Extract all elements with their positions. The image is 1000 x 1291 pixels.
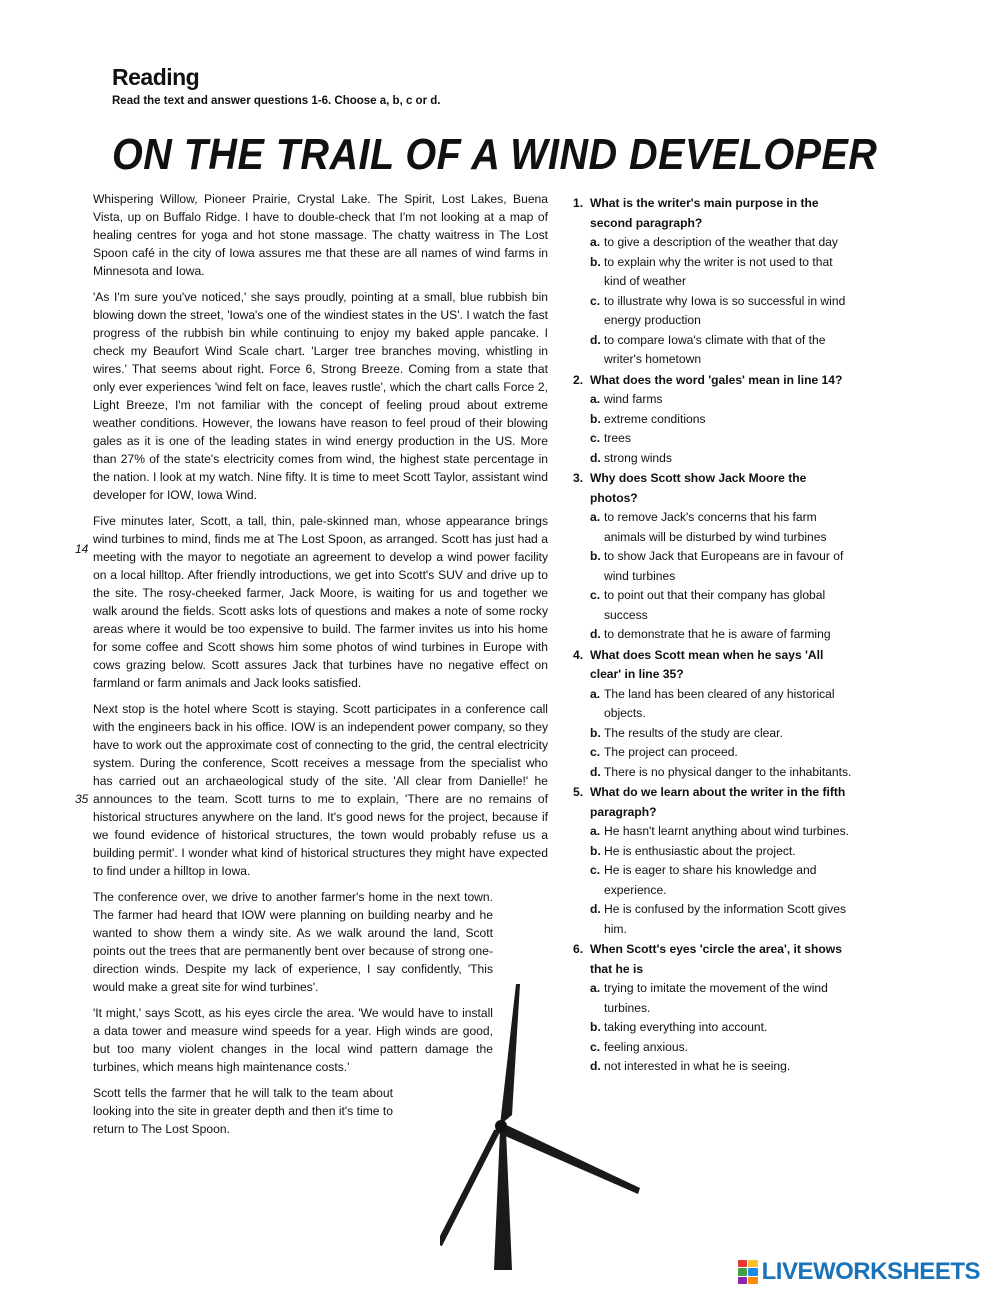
- question-stem: What does the word 'gales' mean in line 14?: [590, 372, 843, 387]
- section-title: Reading: [112, 64, 200, 90]
- question-number: 2.: [573, 372, 584, 387]
- wind-turbine-illustration: [440, 970, 650, 1270]
- option-a[interactable]: a. He hasn't learnt anything about wind turbines.: [590, 824, 850, 838]
- option-b[interactable]: b. extreme conditions: [590, 411, 706, 426]
- liveworksheets-logo-icon: [738, 1260, 758, 1284]
- paragraph-6: 'It might,' says Scott, as his eyes circle the area. 'We would have to install a data tower and measure wind speeds for a year. High winds are good, but too many violent changes in the local wind pattern damage the turbines, which means high maintenance costs.': [93, 1006, 493, 1074]
- question-stem: Why does Scott show Jack Moore the photos?: [590, 471, 807, 505]
- option-b[interactable]: b. The results of the study are clear.: [590, 725, 783, 740]
- paragraph-2: [75, 288, 548, 556]
- option-a[interactable]: a. trying to imitate the movement of the wind turbines.: [590, 981, 828, 1015]
- paragraph-4-text: Next stop is the hotel where Scott is staying. Scott participates in a conference call with the engineers back in his office. IOW is an independent power company, so they have to work out the approximate cost of connecting to the grid, the central electricity system. During the conference, Scott receives a message from the specialist who has carried out an archaeological study of the site. 'All clear from Danielle!' he announces to the team. Scott turns to me to explain, 'There are no remains of historical structures anywhere on the land. It's good news for the project, because if we found evidence of historical structures, the town would probably refuse us a building permit'. I wonder what kind of historical structures they might have expected to find under a hilltop in Iowa.: [93, 702, 548, 878]
- question-4: [573, 646, 855, 783]
- option-b[interactable]: b. taking everything into account.: [590, 1020, 768, 1034]
- question-2: [573, 371, 855, 469]
- turbine-tower: [494, 1130, 512, 1270]
- question-5: [573, 783, 855, 939]
- option-c[interactable]: c. He is eager to share his knowledge and experience.: [590, 863, 817, 897]
- paragraph-4: [75, 700, 548, 880]
- option-c[interactable]: c. to point out that their company has global success: [590, 588, 826, 622]
- option-d[interactable]: d. strong winds: [590, 450, 672, 465]
- paragraph-7: Scott tells the farmer that he will talk to the team about looking into the site in greater depth and then it's time to return to The Lost Spoon.: [93, 1086, 393, 1136]
- option-c[interactable]: c. to illustrate why Iowa is so successful in wind energy production: [590, 293, 846, 327]
- question-number: 1.: [573, 196, 584, 210]
- option-a[interactable]: a. wind farms: [590, 392, 663, 406]
- option-b[interactable]: b. to explain why the writer is not used to that kind of weather: [590, 254, 833, 288]
- option-c[interactable]: c. feeling anxious.: [590, 1039, 689, 1054]
- question-stem: What is the writer's main purpose in the second paragraph?: [590, 196, 819, 230]
- question-stem: What do we learn about the writer in the fifth paragraph?: [590, 785, 846, 819]
- article-title: ON THE TRAIL OF A WIND DEVELOPER: [112, 130, 878, 179]
- option-a[interactable]: a. The land has been cleared of any historical objects.: [590, 686, 835, 720]
- instructions: Read the text and answer questions 1-6. Choose a, b, c or d.: [112, 95, 441, 107]
- option-c[interactable]: c. trees: [590, 431, 631, 445]
- option-a[interactable]: a. to remove Jack's concerns that his farm animals will be disturbed by wind turbines: [590, 510, 827, 544]
- option-d[interactable]: d. to compare Iowa's climate with that of the writer's hometown: [590, 332, 826, 366]
- turbine-hub: [495, 1120, 507, 1132]
- option-d[interactable]: d. to demonstrate that he is aware of farming: [590, 627, 831, 641]
- paragraph-1: Whispering Willow, Pioneer Prairie, Crystal Lake. The Spirit, Lost Lakes, Buena Vista, up on Buffalo Ridge. I have to double-check that I'm not looking at a map of healing centres for yoga and hot stone massage. The chatty waitress in The Lost Spoon café in the city of Iowa assures me that these are all names of wind farms in Minnesota and Iowa.: [93, 192, 548, 278]
- question-stem: When Scott's eyes 'circle the area', it shows that he is: [590, 942, 842, 976]
- option-a[interactable]: a. to give a description of the weather that day: [590, 235, 838, 249]
- question-stem: What does Scott mean when he says 'All clear' in line 35?: [590, 647, 824, 681]
- question-3: [573, 469, 855, 645]
- question-1: [573, 194, 855, 370]
- turbine-blade-upper: [500, 984, 520, 1125]
- option-d[interactable]: d. He is confused by the information Scott gives him.: [590, 902, 846, 936]
- turbine-blade-right: [496, 1122, 640, 1194]
- option-c[interactable]: c. The project can proceed.: [590, 745, 738, 759]
- question-number: 5.: [573, 785, 584, 799]
- question-number: 3.: [573, 471, 584, 485]
- paragraph-5: The conference over, we drive to another farmer's home in the next town. The farmer had heard that IOW were planning on building nearby and he wanted to show them a windy site. As we walk around the land, Scott points out the trees that are permanently bent over because of strong one-direction winds. Despite my lack of experience, I say confidently, 'This would make a great site for wind turbines'.: [93, 890, 493, 994]
- question-number: 4.: [573, 647, 584, 662]
- brand-name: LIVEWORKSHEETS: [761, 1258, 980, 1285]
- option-b[interactable]: b. He is enthusiastic about the project.: [590, 843, 796, 858]
- question-number: 6.: [573, 942, 584, 956]
- brand-logo: [738, 1258, 980, 1286]
- line-number-35: 35: [75, 792, 89, 806]
- paragraph-3: Five minutes later, Scott, a tall, thin, pale-skinned man, whose appearance brings wind turbines to mind, finds me at The Lost Spoon, as arranged. Scott has just had a meeting with the mayor to negotiate an agreement to develop a wind power facility on a local hilltop. After friendly introductions, we get into Scott's SUV and drive up to the site. The rosy-cheeked farmer, Jack Moore, is waiting for us and together we walk around the fields. Scott asks lots of questions and makes a note of some rocky areas where it would be too expensive to build. The farmer invites us into his home for some coffee and Scott shows him some photos of wind turbines in Europe with cows grazing below. Scott assures Jack that turbines have no negative effect on farmland or farm animals and Jack looks satisfied.: [93, 514, 548, 690]
- paragraph-2-text: 'As I'm sure you've noticed,' she says proudly, pointing at a small, blue rubbish bin blowing down the street, 'Iowa's one of the windiest states in the US'. I watch the fast progress of the rubbish bin while continuing to enjoy my baked apple pancake. I check my Beaufort Wind Scale chart. 'Larger tree branches moving, whistling in wires.' That seems about right. Force 6, Strong Breeze. Coming from a state that only ever experiences 'wind felt on face, leaves rustle', which the chart calls Force 2, Light Breeze, I'm not familiar with the concept of feeling proud about extreme weather conditions. However, the Iowans have reason to feel proud of their blowing gales as it is one of the leading states in wind energy production in the US. More than 27% of the state's electricity comes from wind, the highest state percentage in the nation. I look at my watch. Nine fifty. It is time to meet Scott Taylor, assistant wind developer for IOW, Iowa Wind.: [93, 290, 548, 502]
- option-d[interactable]: d. not interested in what he is seeing.: [590, 1059, 791, 1073]
- turbine-blade-left: [440, 1128, 502, 1246]
- line-number-14: 14: [75, 542, 89, 556]
- option-b[interactable]: b. to show Jack that Europeans are in favour of wind turbines: [590, 549, 844, 583]
- option-d[interactable]: d. There is no physical danger to the inhabitants.: [590, 764, 852, 779]
- questions-list: [573, 194, 855, 1078]
